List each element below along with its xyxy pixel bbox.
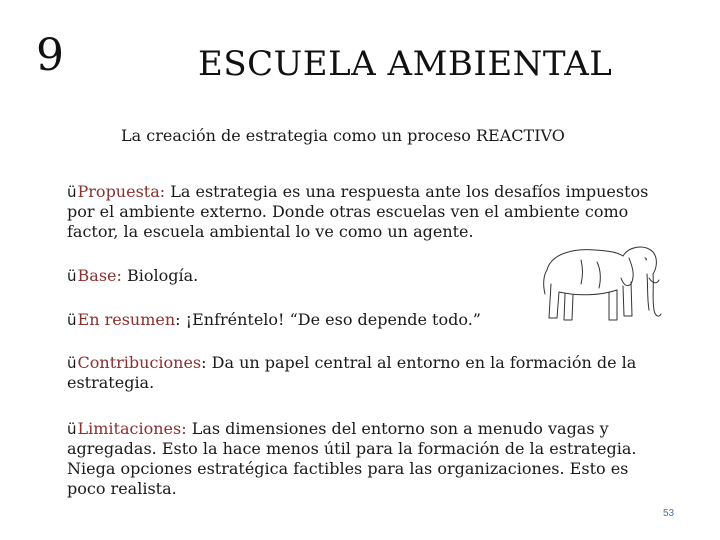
checkmark-icon: ü xyxy=(67,183,77,201)
bullet-label: Limitaciones: xyxy=(77,419,187,438)
bullet-label: Contribuciones xyxy=(77,353,202,372)
slide-title: ESCUELA AMBIENTAL xyxy=(198,44,613,84)
checkmark-icon: ü xyxy=(67,267,77,285)
slide-number: 9 xyxy=(36,30,64,81)
bullet-text: : ¡Enfréntelo! “De eso depende todo.” xyxy=(175,310,481,329)
bullet-text: Biología. xyxy=(121,266,199,285)
checkmark-icon: ü xyxy=(67,354,77,372)
bullet-text: La estrategia es una respuesta ante los desafíos impuestos por el ambiente externo. Donde otras escuelas ven el ambiente como factor, la escuela ambiental lo ve como un agente. xyxy=(67,182,649,241)
bullet-label: Base: xyxy=(77,266,122,285)
bullet-label: Propuesta: xyxy=(77,182,166,201)
page-number: 53 xyxy=(663,508,675,519)
bullet-contribuciones xyxy=(67,353,667,393)
elephant-icon xyxy=(537,240,665,324)
bullet-propuesta xyxy=(67,182,667,242)
bullet-limitaciones xyxy=(67,419,667,499)
bullet-text: : Da un papel central al entorno en la formación de la estrategia. xyxy=(67,353,637,392)
bullet-text: Las dimensiones del entorno son a menudo vagas y agregadas. Esto la hace menos útil para la formación de la estrategia. Niega opciones estratégica factibles para las organizaciones. Esto es poco realista. xyxy=(67,419,637,498)
bullet-label: En resumen xyxy=(77,310,176,329)
checkmark-icon: ü xyxy=(67,311,77,329)
checkmark-icon: ü xyxy=(67,420,77,438)
slide-subtitle: La creación de estrategia como un proceso REACTIVO xyxy=(121,126,565,145)
